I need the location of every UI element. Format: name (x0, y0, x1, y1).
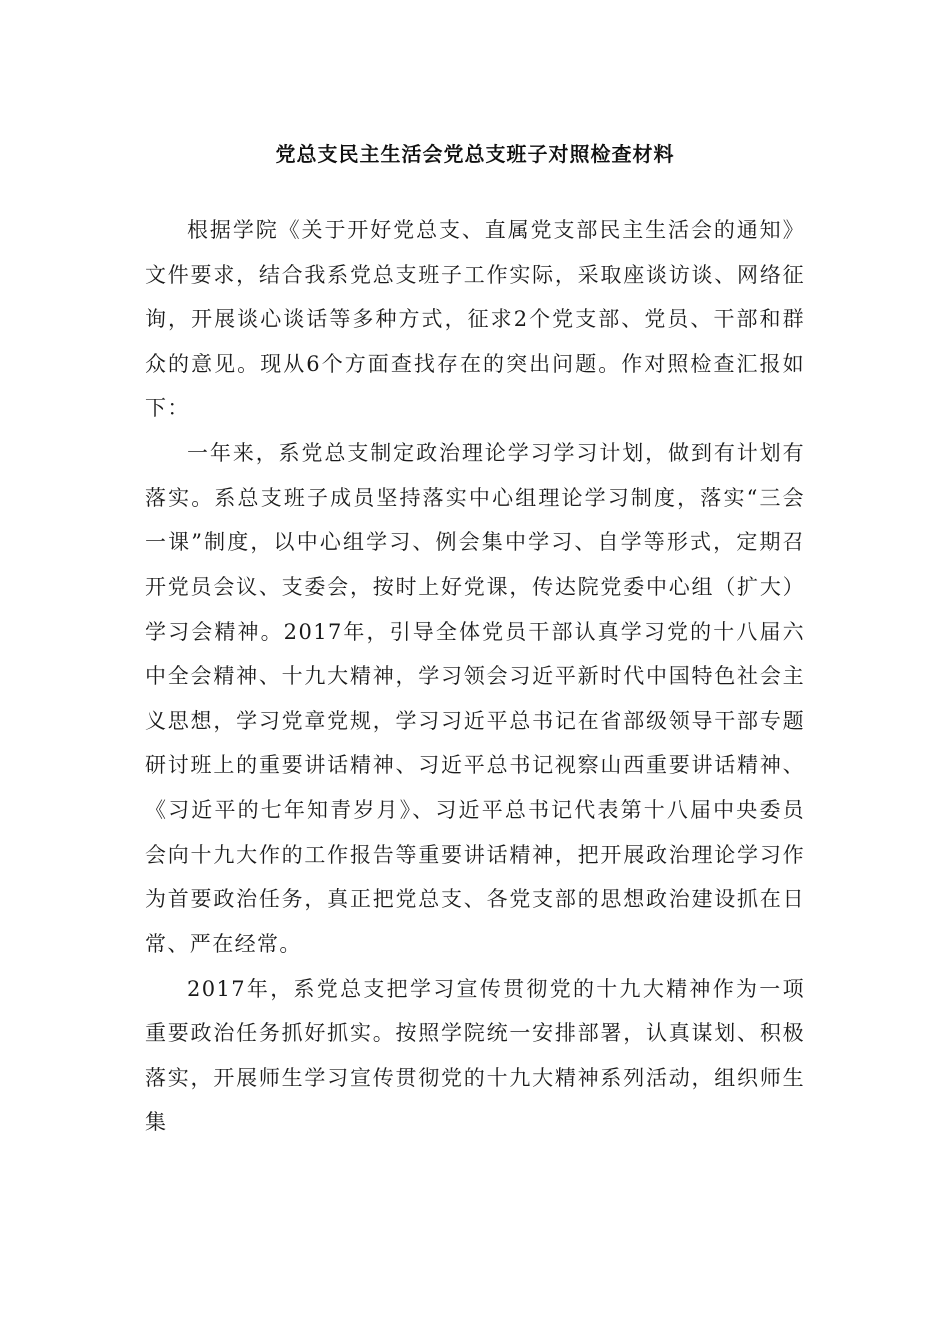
document-body (145, 208, 805, 1145)
paragraph-intro: 根据学院《关于开好党总支、直属党支部民主生活会的通知》文件要求，结合我系党总支班子工作实际，采取座谈访谈、网络征询，开展谈心谈话等多种方式，征求2个党支部、党员、干部和群众的意见。现从6个方面查找存在的突出问题。作对照检查汇报如下： (145, 218, 805, 421)
paragraph-theory-study: 一年来，系党总支制定政治理论学习学习计划，做到有计划有落实。系总支班子成员坚持落实中心组理论学习制度，落实“三会一课”制度，以中心组学习、例会集中学习、自学等形式，定期召开党员会议、支委会，按时上好党课，传达院党委中心组（扩大）学习会精神。2017年，引导全体党员干部认真学习党的十八届六中全会精神、十九大精神，学习领会习近平新时代中国特色社会主义思想，学习党章党规，学习习近平总书记在省部级领导干部专题研讨班上的重要讲话精神、习近平总书记视察山西重要讲话精神、《习近平的七年知青岁月》、习近平总书记代表第十八届中央委员会向十九大作的工作报告等重要讲话精神，把开展政治理论学习作为首要政治任务，真正把党总支、各党支部的思想政治建设抓在日常、严在经常。 (145, 441, 805, 956)
paragraph-19th-congress: 2017年，系党总支把学习宣传贯彻党的十九大精神作为一项重要政治任务抓好抓实。按照学院统一安排部署，认真谋划、积极落实，开展师生学习宣传贯彻党的十九大精神系列活动，组织师生集 (145, 976, 805, 1135)
document-title: 党总支民主生活会党总支班子对照检查材料 (275, 142, 675, 166)
